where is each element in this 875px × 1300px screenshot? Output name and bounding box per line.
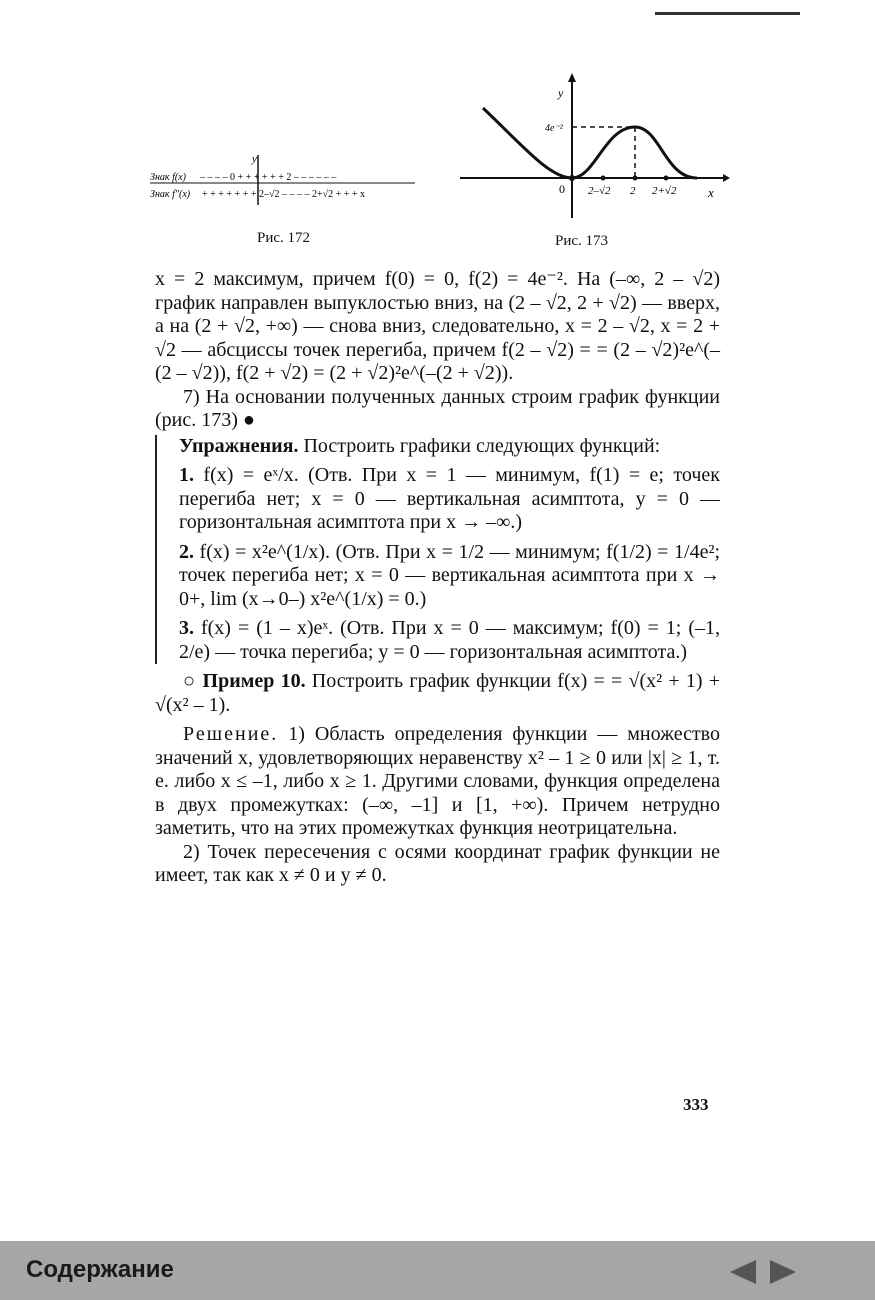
exercise-1-number: 1. <box>179 464 194 486</box>
graph-y-label: y <box>558 86 564 100</box>
graph-point-max-x <box>633 176 638 181</box>
sign-row-1-label: Знак f(x) <box>150 172 186 183</box>
example-10 <box>155 670 720 717</box>
exercise-1-text: f(x) = eˣ/x. (Отв. При x = 1 — минимум, f(1) = e; точек перегиба нет; x = 0 — вертикальная асимптота, y = 0 — горизонтальная асимптота при x → –∞.) <box>179 464 720 533</box>
figure-172-sign-chart <box>150 150 420 205</box>
graph-tick-2: 2 <box>630 185 636 197</box>
paragraph-intersections: 2) Точек пересечения с осями координат график функции не имеет, так как x ≠ 0 и y ≠ 0. <box>155 840 720 886</box>
example-10-title: ○ Пример 10. <box>183 670 306 692</box>
paragraph-extrema: x = 2 максимум, причем f(0) = 0, f(2) = 4e⁻². На (–∞, 2 – √2) график направлен выпуклостью вниз, на (2 – √2, 2 + √2) — вверх, а на (2 + √2, +∞) — снова вниз, следовательно, x = 2 – √2, x = 2 + √2 — абсциссы точек перегиба, причем f(2 – √2) = = (2 – √2)²e^(–(2 – √2)), f(2 + √2) = (2 + √2)²e^(–(2 + √2)). <box>155 268 720 384</box>
figure-172-caption: Рис. 172 <box>257 230 311 246</box>
exercise-1 <box>179 464 720 535</box>
graph-point-origin <box>569 175 575 181</box>
example-10-text: Построить график функции f(x) = = √(x² + 1) + √(x² – 1). <box>155 670 720 716</box>
exercises-heading-rest: Построить графики следующих функций: <box>298 434 661 457</box>
bottom-nav-bar <box>0 1241 875 1300</box>
page-text <box>155 268 720 888</box>
solution-text: 1) Область определения функции — множество значений x, удовлетворяющих неравенству x² – 1 ≥ 0 или |x| ≥ 1, т. е. либо x ≤ –1, либо x ≥ 1. Другими словами, функция определена в двух промежутках: (–∞, –1] и [1, +∞). Причем нетрудно заметить, что на этих промежутках функция неотрицательна. <box>155 723 720 839</box>
exercise-3 <box>179 617 720 664</box>
sign-row-1-values: – – – – 0 + + + + + + 2 – – – – – – <box>200 172 337 183</box>
graph-tick-3: 2+√2 <box>652 185 677 197</box>
page-number: 333 <box>683 1095 709 1114</box>
exercise-3-text: f(x) = (1 – x)eˣ. (Отв. При x = 0 — максимум; f(0) = 1; (–1, 2/e) — точка перегиба; y = 0 — горизонтальная асимптота.) <box>179 617 720 663</box>
exercises-heading-bold: Упражнения. <box>179 434 299 457</box>
sign-row-2-values: + + + + + + + 2–√2 – – – – 2+√2 + + + x <box>202 189 366 200</box>
solution-label: Решение. <box>183 723 279 745</box>
exercise-3-number: 3. <box>179 617 194 639</box>
graph-y-arrow <box>568 73 576 82</box>
arrow-left-icon[interactable] <box>728 1258 758 1286</box>
solution-paragraph <box>155 723 720 841</box>
graph-max-value-label: 4e⁻² <box>545 123 563 134</box>
sign-chart-y-label: y <box>252 153 257 165</box>
figure-173-caption: Рис. 173 <box>555 233 609 249</box>
graph-x-label: x <box>708 185 714 200</box>
exercise-2-number: 2. <box>179 540 194 563</box>
exercises-block <box>155 435 720 665</box>
top-rule <box>655 12 800 15</box>
sign-row-2-label: Знак f″(x) <box>150 189 191 200</box>
arrow-right-icon[interactable] <box>768 1258 798 1286</box>
figure-173-graph <box>455 70 730 220</box>
graph-curve <box>483 108 697 178</box>
paragraph-build-graph: 7) На основании полученных данных строим график функции (рис. 173) ● <box>155 385 720 431</box>
graph-origin-label: 0 <box>559 182 565 196</box>
exercises-heading <box>179 435 720 459</box>
graph-tick-1: 2–√2 <box>588 185 611 197</box>
graph-point-inflection-1 <box>601 176 606 181</box>
contents-link[interactable]: Содержание <box>26 1256 174 1283</box>
graph-x-arrow <box>723 174 730 182</box>
exercise-2 <box>179 541 720 612</box>
graph-point-inflection-2 <box>664 176 669 181</box>
exercise-2-text: f(x) = x²e^(1/x). (Отв. При x = 1/2 — минимум; f(1/2) = 1/4e²; точек перегиба нет; x = 0 — вертикальная асимптота при x → 0+, lim (x→0–) x²e^(1/x) = 0.) <box>179 540 720 610</box>
